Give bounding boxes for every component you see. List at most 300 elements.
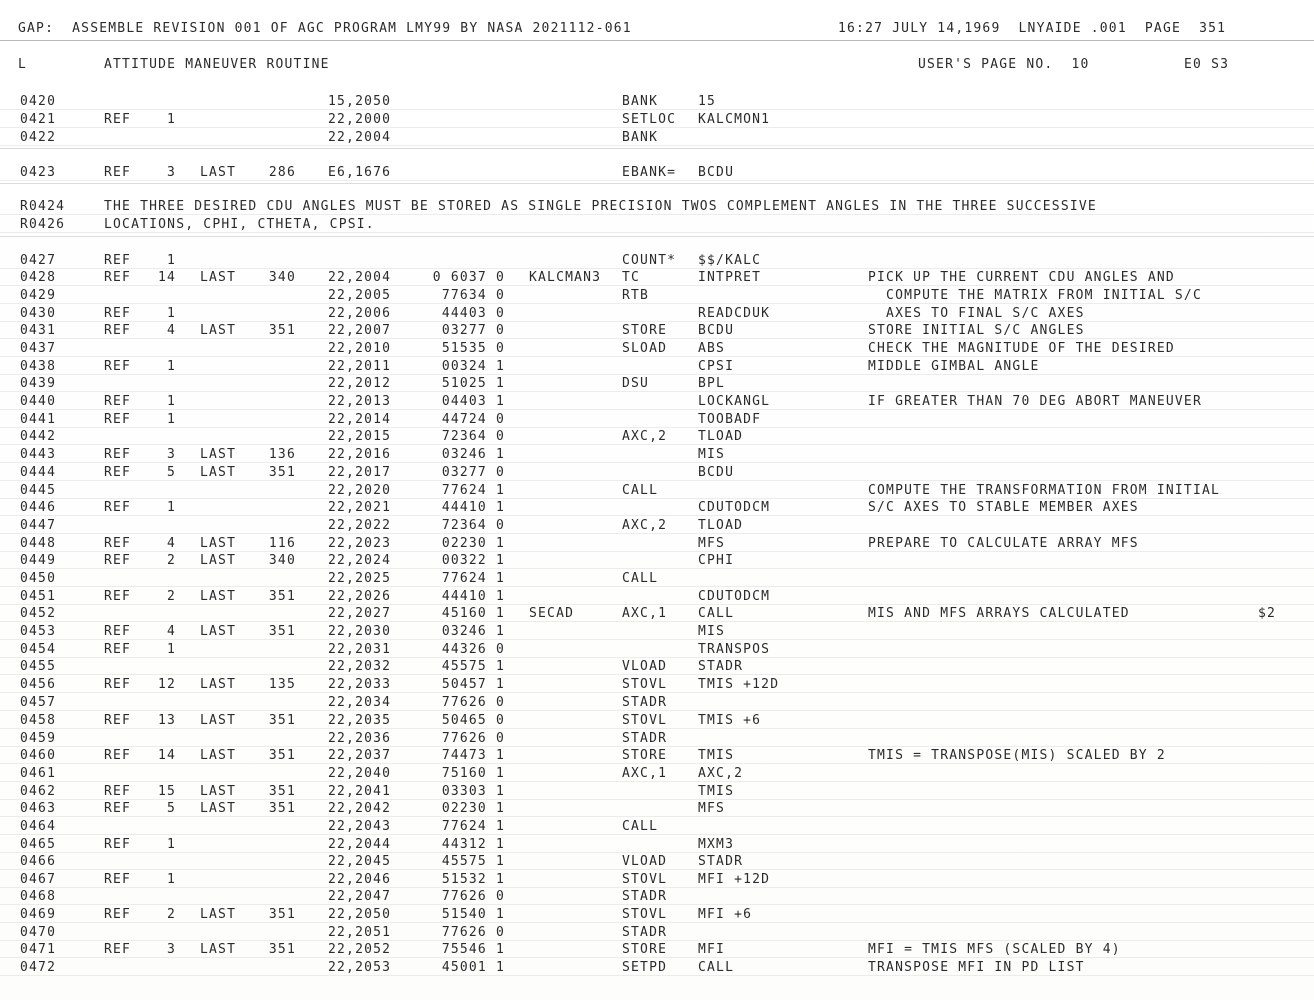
cell-refn: 5 xyxy=(166,801,176,816)
cell-word: 45160 1 xyxy=(441,606,505,621)
cell-word: 51532 1 xyxy=(441,872,505,887)
code-row xyxy=(0,164,1314,181)
cell-lnum: 0468 xyxy=(20,889,57,904)
cell-word: 50465 0 xyxy=(441,713,505,728)
cell-word: 51540 1 xyxy=(441,907,505,922)
cell-refn: 15 xyxy=(157,784,176,799)
cell-lnum: 0459 xyxy=(20,731,57,746)
cell-lnum: 0467 xyxy=(20,872,57,887)
cell-word: 0 6037 0 xyxy=(432,270,505,285)
cell-op: STOVL xyxy=(622,713,668,728)
code-row xyxy=(0,676,1314,693)
cell-addr: 22,2013 xyxy=(328,394,392,409)
guide-line xyxy=(0,109,1314,110)
cell-word: 44312 1 xyxy=(441,837,505,852)
cell-op: AXC,1 xyxy=(622,606,668,621)
code-row xyxy=(0,287,1314,304)
cell-ref: REF xyxy=(104,677,132,692)
cell-word: 77626 0 xyxy=(441,889,505,904)
cell-lnum: 0423 xyxy=(20,165,57,180)
cell-addr: 22,2015 xyxy=(328,429,392,444)
cell-addr: 15,2050 xyxy=(328,94,392,109)
cell-refn: 1 xyxy=(166,872,176,887)
guide-line xyxy=(0,214,1314,215)
cell-lnum: 0455 xyxy=(20,659,57,674)
cell-refn: 3 xyxy=(166,447,176,462)
cell-word: 03277 0 xyxy=(441,323,505,338)
code-row xyxy=(0,641,1314,658)
cell-lnum: R0424 xyxy=(20,199,66,214)
cell-word: 72364 0 xyxy=(441,518,505,533)
cell-last: LAST xyxy=(200,553,237,568)
code-row xyxy=(0,305,1314,322)
cell-addr: 22,2053 xyxy=(328,960,392,975)
guide-line xyxy=(0,586,1314,587)
cell-addr: 22,2041 xyxy=(328,784,392,799)
cell-word: 03303 1 xyxy=(441,784,505,799)
cell-lnum: R0426 xyxy=(20,217,66,232)
cell-ref: REF xyxy=(104,447,132,462)
code-row xyxy=(0,623,1314,640)
cell-lnum: 0450 xyxy=(20,571,57,586)
guide-line xyxy=(0,957,1314,958)
cell-lnum: 0422 xyxy=(20,130,57,145)
cell-operand: TMIS xyxy=(698,784,735,799)
code-row xyxy=(0,747,1314,764)
cell-last: LAST xyxy=(200,624,237,639)
code-row xyxy=(0,658,1314,675)
cell-comment: STORE INITIAL S/C ANGLES xyxy=(868,323,1085,338)
guide-line xyxy=(0,852,1314,853)
cell-addr: 22,2046 xyxy=(328,872,392,887)
guide-line xyxy=(0,746,1314,747)
guide-line xyxy=(0,462,1314,463)
cell-lnum: 0471 xyxy=(20,942,57,957)
code-row xyxy=(0,464,1314,481)
guide-line xyxy=(0,922,1314,923)
cell-refn: 12 xyxy=(157,677,176,692)
cell-ref: REF xyxy=(104,748,132,763)
guide-line xyxy=(0,834,1314,835)
guide-line xyxy=(0,374,1314,375)
guide-line xyxy=(0,869,1314,870)
cell-lnum: 0456 xyxy=(20,677,57,692)
cell-word: 00324 1 xyxy=(441,359,505,374)
code-row xyxy=(0,340,1314,357)
cell-remark: LOCATIONS, CPHI, CTHETA, CPSI. xyxy=(104,217,375,232)
cell-refn: 2 xyxy=(166,589,176,604)
guide-line xyxy=(0,904,1314,905)
section-title: ATTITUDE MANEUVER ROUTINE xyxy=(104,57,330,72)
cell-word: 77626 0 xyxy=(441,731,505,746)
cell-lnum: 0428 xyxy=(20,270,57,285)
subheader-line xyxy=(0,56,1314,73)
cell-comment: COMPUTE THE TRANSFORMATION FROM INITIAL xyxy=(868,483,1221,498)
cell-lastn: 351 xyxy=(268,942,296,957)
cell-word: 77624 1 xyxy=(441,819,505,834)
cell-operand: CDUTODCM xyxy=(698,500,771,515)
cell-word: 77624 1 xyxy=(441,571,505,586)
cell-refn: 1 xyxy=(166,359,176,374)
cell-comment: TMIS = TRANSPOSE(MIS) SCALED BY 2 xyxy=(868,748,1166,763)
cell-comment: TRANSPOSE MFI IN PD LIST xyxy=(868,960,1085,975)
guide-line xyxy=(0,728,1314,729)
cell-op: TC xyxy=(622,270,641,285)
cell-op: AXC,1 xyxy=(622,766,668,781)
header-left: GAP: ASSEMBLE REVISION 001 OF AGC PROGRAM LMY99 BY NASA 2021112-061 xyxy=(18,21,632,36)
cell-refn: 1 xyxy=(166,500,176,515)
guide-line xyxy=(0,444,1314,445)
cell-last: LAST xyxy=(200,677,237,692)
cell-last: LAST xyxy=(200,165,237,180)
cell-last: LAST xyxy=(200,465,237,480)
cell-lnum: 0439 xyxy=(20,376,57,391)
guide-line xyxy=(0,975,1314,976)
code-row xyxy=(0,252,1314,269)
cell-comment: S/C AXES TO STABLE MEMBER AXES xyxy=(868,500,1139,515)
cell-lnum: 0465 xyxy=(20,837,57,852)
cell-lnum: 0461 xyxy=(20,766,57,781)
cell-lastn: 351 xyxy=(268,784,296,799)
cell-ref: REF xyxy=(104,713,132,728)
code-row xyxy=(0,570,1314,587)
guide-line xyxy=(0,621,1314,622)
cell-operand: 15 xyxy=(698,94,717,109)
code-row xyxy=(0,941,1314,958)
cell-word: 77626 0 xyxy=(441,925,505,940)
cell-operand: MFI +6 xyxy=(698,907,753,922)
code-row xyxy=(0,588,1314,605)
cell-comment: CHECK THE MAGNITUDE OF THE DESIRED xyxy=(868,341,1175,356)
cell-op: STADR xyxy=(622,925,668,940)
cell-addr: 22,2011 xyxy=(328,359,392,374)
cell-lastn: 351 xyxy=(268,465,296,480)
guide-line xyxy=(0,145,1314,146)
cell-comment: IF GREATER THAN 70 DEG ABORT MANEUVER xyxy=(868,394,1202,409)
cell-lastn: 351 xyxy=(268,713,296,728)
cell-ref: REF xyxy=(104,536,132,551)
cell-lastn: 136 xyxy=(268,447,296,462)
cell-ref: REF xyxy=(104,465,132,480)
guide-line xyxy=(0,480,1314,481)
cell-addr: 22,2025 xyxy=(328,571,392,586)
code-row xyxy=(0,818,1314,835)
cell-operand: MFS xyxy=(698,536,726,551)
cell-refn: 4 xyxy=(166,536,176,551)
cell-op: AXC,2 xyxy=(622,518,668,533)
cell-ref: REF xyxy=(104,359,132,374)
cell-op: EBANK= xyxy=(622,165,677,180)
cell-lnum: 0466 xyxy=(20,854,57,869)
cell-last: LAST xyxy=(200,748,237,763)
cell-lnum: 0446 xyxy=(20,500,57,515)
cell-operand: MXM3 xyxy=(698,837,735,852)
code-row xyxy=(0,358,1314,375)
cell-lnum: 0443 xyxy=(20,447,57,462)
cell-operand: TOOBADF xyxy=(698,412,762,427)
cell-lnum: 0451 xyxy=(20,589,57,604)
guide-line xyxy=(0,940,1314,941)
code-row xyxy=(0,765,1314,782)
cell-op: CALL xyxy=(622,819,659,834)
cell-last: LAST xyxy=(200,270,237,285)
cell-word: 44403 0 xyxy=(441,306,505,321)
cell-lnum: 0444 xyxy=(20,465,57,480)
cell-lnum: 0457 xyxy=(20,695,57,710)
divider xyxy=(0,183,1314,184)
cell-addr: 22,2044 xyxy=(328,837,392,852)
divider xyxy=(0,236,1314,237)
cell-addr: 22,2026 xyxy=(328,589,392,604)
cell-addr: 22,2010 xyxy=(328,341,392,356)
cell-lnum: 0463 xyxy=(20,801,57,816)
cell-comment: COMPUTE THE MATRIX FROM INITIAL S/C xyxy=(868,288,1202,303)
cell-refn: 1 xyxy=(166,837,176,852)
guide-line xyxy=(0,763,1314,764)
code-row xyxy=(0,269,1314,286)
cell-lastn: 351 xyxy=(268,624,296,639)
cell-operand: AXC,2 xyxy=(698,766,744,781)
cell-op: STADR xyxy=(622,889,668,904)
guide-line xyxy=(0,781,1314,782)
cell-lnum: 0472 xyxy=(20,960,57,975)
cell-refn: 1 xyxy=(166,412,176,427)
cell-refn: 3 xyxy=(166,165,176,180)
code-row xyxy=(0,446,1314,463)
cell-op: STOVL xyxy=(622,907,668,922)
cell-op: CALL xyxy=(622,483,659,498)
cell-refn: 1 xyxy=(166,112,176,127)
cell-operand: CPHI xyxy=(698,553,735,568)
guide-line xyxy=(0,391,1314,392)
cell-op: STADR xyxy=(622,695,668,710)
cell-word: 03246 1 xyxy=(441,447,505,462)
cell-lastn: 340 xyxy=(268,553,296,568)
code-row xyxy=(0,393,1314,410)
cell-comment: PICK UP THE CURRENT CDU ANGLES AND xyxy=(868,270,1175,285)
remark-row xyxy=(0,198,1314,215)
cell-lnum: 0453 xyxy=(20,624,57,639)
cell-ref: REF xyxy=(104,907,132,922)
cell-addr: 22,2040 xyxy=(328,766,392,781)
cell-op: STOVL xyxy=(622,677,668,692)
cell-operand: CALL xyxy=(698,606,735,621)
code-row xyxy=(0,93,1314,110)
cell-last: LAST xyxy=(200,323,237,338)
cell-addr: 22,2030 xyxy=(328,624,392,639)
cell-operand: MFS xyxy=(698,801,726,816)
cell-op: RTB xyxy=(622,288,650,303)
code-row xyxy=(0,428,1314,445)
header-rule xyxy=(0,40,1314,41)
cell-ref: REF xyxy=(104,801,132,816)
cell-lnum: 0431 xyxy=(20,323,57,338)
cell-op: VLOAD xyxy=(622,854,668,869)
guide-line xyxy=(0,232,1314,233)
code-row xyxy=(0,499,1314,516)
cell-addr: 22,2045 xyxy=(328,854,392,869)
code-row xyxy=(0,322,1314,339)
cell-addr: 22,2042 xyxy=(328,801,392,816)
code-row xyxy=(0,924,1314,941)
guide-line xyxy=(0,657,1314,658)
cell-operand: BPL xyxy=(698,376,726,391)
cell-comment: MFI = TMIS MFS (SCALED BY 4) xyxy=(868,942,1121,957)
header-right: 16:27 JULY 14,1969 LNYAIDE .001 PAGE 351 xyxy=(838,21,1227,36)
cell-operand: BCDU xyxy=(698,323,735,338)
cell-addr: 22,2004 xyxy=(328,270,392,285)
cell-addr: 22,2050 xyxy=(328,907,392,922)
cell-word: 04403 1 xyxy=(441,394,505,409)
cell-lnum: 0458 xyxy=(20,713,57,728)
cell-addr: 22,2031 xyxy=(328,642,392,657)
guide-line xyxy=(0,303,1314,304)
cell-addr: 22,2032 xyxy=(328,659,392,674)
cell-label: SECAD xyxy=(529,606,575,621)
cell-addr: 22,2005 xyxy=(328,288,392,303)
code-row xyxy=(0,712,1314,729)
cell-lnum: 0449 xyxy=(20,553,57,568)
cell-comment: PREPARE TO CALCULATE ARRAY MFS xyxy=(868,536,1139,551)
cell-operand: LOCKANGL xyxy=(698,394,771,409)
cell-operand: TLOAD xyxy=(698,518,744,533)
cell-operand: TRANSPOS xyxy=(698,642,771,657)
cell-lnum: 0437 xyxy=(20,341,57,356)
cell-last: LAST xyxy=(200,784,237,799)
cell-lnum: 0429 xyxy=(20,288,57,303)
cell-operand: ABS xyxy=(698,341,726,356)
e-label: E0 S3 xyxy=(1184,57,1230,72)
cell-ref: REF xyxy=(104,784,132,799)
guide-line xyxy=(0,356,1314,357)
cell-lnum: 0421 xyxy=(20,112,57,127)
cell-word: 72364 0 xyxy=(441,429,505,444)
cell-ref: REF xyxy=(104,589,132,604)
cell-operand: BCDU xyxy=(698,465,735,480)
cell-word: 03246 1 xyxy=(441,624,505,639)
cell-ref: REF xyxy=(104,253,132,268)
cell-lnum: 0464 xyxy=(20,819,57,834)
cell-ref: REF xyxy=(104,394,132,409)
cell-addr: 22,2021 xyxy=(328,500,392,515)
cell-op: STORE xyxy=(622,323,668,338)
cell-last: LAST xyxy=(200,536,237,551)
cell-lnum: 0470 xyxy=(20,925,57,940)
subheader-col1: L xyxy=(18,57,28,72)
guide-line xyxy=(0,427,1314,428)
cell-op: SETPD xyxy=(622,960,668,975)
cell-lnum: 0469 xyxy=(20,907,57,922)
cell-refn: 1 xyxy=(166,642,176,657)
cell-word: 77624 1 xyxy=(441,483,505,498)
cell-lnum: 0430 xyxy=(20,306,57,321)
code-row xyxy=(0,853,1314,870)
user-page-label: USER'S PAGE NO. 10 xyxy=(918,57,1090,72)
cell-word: 44326 0 xyxy=(441,642,505,657)
cell-word: 45575 1 xyxy=(441,854,505,869)
cell-operand: MIS xyxy=(698,624,726,639)
cell-last: LAST xyxy=(200,907,237,922)
cell-ref: REF xyxy=(104,165,132,180)
cell-lnum: 0452 xyxy=(20,606,57,621)
remark-row xyxy=(0,216,1314,233)
cell-comment: MIDDLE GIMBAL ANGLE xyxy=(868,359,1040,374)
cell-word: 02230 1 xyxy=(441,801,505,816)
cell-last: LAST xyxy=(200,801,237,816)
cell-lnum: 0442 xyxy=(20,429,57,444)
cell-word: 75546 1 xyxy=(441,942,505,957)
cell-op: COUNT* xyxy=(622,253,677,268)
code-row xyxy=(0,959,1314,976)
cell-addr: 22,2033 xyxy=(328,677,392,692)
code-row xyxy=(0,800,1314,817)
code-row xyxy=(0,836,1314,853)
cell-addr: 22,2027 xyxy=(328,606,392,621)
cell-operand: READCDUK xyxy=(698,306,771,321)
code-row xyxy=(0,535,1314,552)
cell-last: LAST xyxy=(200,942,237,957)
cell-op: AXC,2 xyxy=(622,429,668,444)
cell-lnum: 0445 xyxy=(20,483,57,498)
cell-last: LAST xyxy=(200,447,237,462)
code-row xyxy=(0,694,1314,711)
cell-operand: TLOAD xyxy=(698,429,744,444)
cell-addr: 22,2016 xyxy=(328,447,392,462)
cell-word: 50457 1 xyxy=(441,677,505,692)
cell-addr: 22,2006 xyxy=(328,306,392,321)
code-row xyxy=(0,730,1314,747)
guide-line xyxy=(0,604,1314,605)
cell-last: LAST xyxy=(200,589,237,604)
cell-ref: REF xyxy=(104,412,132,427)
cell-op: BANK xyxy=(622,94,659,109)
cell-ref: REF xyxy=(104,553,132,568)
cell-lastn: 286 xyxy=(268,165,296,180)
cell-ref: REF xyxy=(104,112,132,127)
cell-addr: 22,2014 xyxy=(328,412,392,427)
cell-lastn: 116 xyxy=(268,536,296,551)
cell-label: KALCMAN3 xyxy=(529,270,602,285)
cell-op: SETLOC xyxy=(622,112,677,127)
cell-word: 44724 0 xyxy=(441,412,505,427)
cell-lnum: 0448 xyxy=(20,536,57,551)
cell-op: STORE xyxy=(622,942,668,957)
guide-line xyxy=(0,551,1314,552)
cell-addr: 22,2004 xyxy=(328,130,392,145)
guide-line xyxy=(0,568,1314,569)
guide-line xyxy=(0,285,1314,286)
cell-refn: 4 xyxy=(166,323,176,338)
guide-line xyxy=(0,409,1314,410)
cell-lastn: 351 xyxy=(268,589,296,604)
cell-remark: THE THREE DESIRED CDU ANGLES MUST BE STORED AS SINGLE PRECISION TWOS COMPLEMENT ANGLES IN THE THREE SUCCESSIVE xyxy=(104,199,1097,214)
code-row xyxy=(0,552,1314,569)
cell-addr: 22,2035 xyxy=(328,713,392,728)
cell-refn: 2 xyxy=(166,553,176,568)
guide-line xyxy=(0,515,1314,516)
cell-operand: CALL xyxy=(698,960,735,975)
cell-refn: 14 xyxy=(157,270,176,285)
guide-line xyxy=(0,127,1314,128)
cell-refn: 3 xyxy=(166,942,176,957)
guide-line xyxy=(0,816,1314,817)
cell-op: SLOAD xyxy=(622,341,668,356)
cell-operand: MIS xyxy=(698,447,726,462)
cell-op: CALL xyxy=(622,571,659,586)
cell-last: LAST xyxy=(200,713,237,728)
cell-operand: CPSI xyxy=(698,359,735,374)
cell-operand: INTPRET xyxy=(698,270,762,285)
